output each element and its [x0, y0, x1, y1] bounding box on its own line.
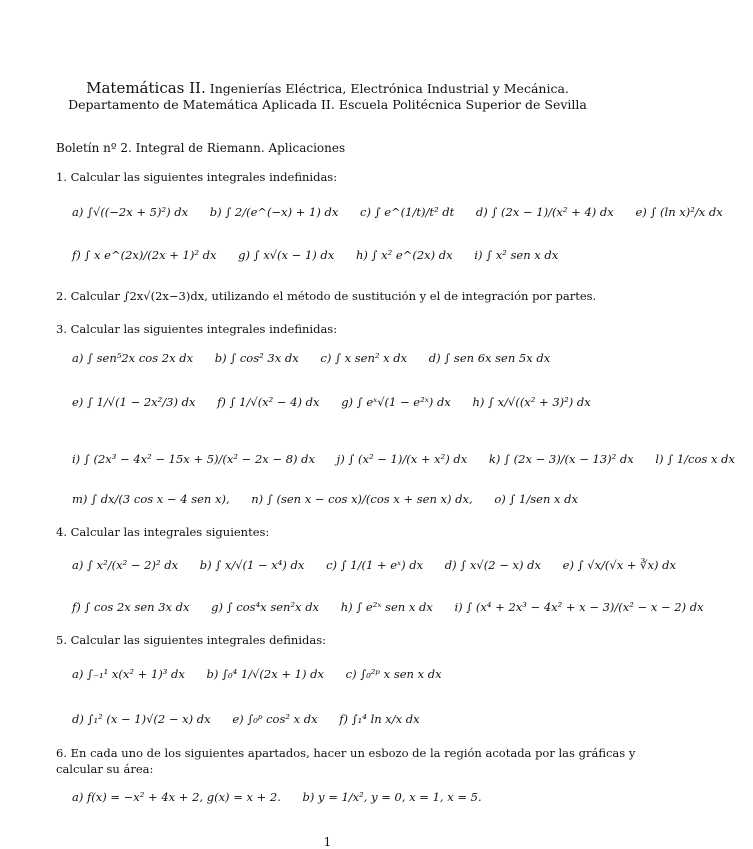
exercise-4f: f) ∫ cos 2x sen 3x dx: [72, 600, 190, 614]
exercise-5b: b) ∫₀⁴ 1/√(2x + 1) dx: [206, 667, 324, 681]
section-1-heading: 1. Calcular las siguientes integrales indefinidas:: [56, 170, 338, 184]
row-4a: [72, 558, 694, 572]
exercise-1h: h) ∫ x² e^(2x) dx: [355, 248, 453, 262]
exercise-3l: l) ∫ 1/cos x dx: [655, 452, 735, 466]
exercise-3b: b) ∫ cos² 3x dx: [214, 351, 299, 365]
row-3a: [72, 351, 568, 365]
exercise-3m: m) ∫ dx/(3 cos x − 4 sen x),: [72, 492, 230, 506]
exercise-1i: i) ∫ x² sen x dx: [474, 248, 559, 262]
exercise-6b: b) y = 1/x², y = 0, x = 1, x = 5.: [302, 790, 482, 804]
exercise-3d: d) ∫ sen 6x sen 5x dx: [428, 351, 551, 365]
header: [0, 80, 655, 113]
exercise-5a: a) ∫₋₁¹ x(x² + 1)³ dx: [72, 667, 185, 681]
row-3b: [72, 395, 609, 409]
exercise-4i: i) ∫ (x⁴ + 2x³ − 4x² + x − 3)/(x² − x − 2) dx: [454, 600, 704, 614]
page-number: 1: [323, 835, 332, 849]
exercise-5f: f) ∫₁⁴ ln x/x dx: [339, 712, 420, 726]
exercise-3i: i) ∫ (2x³ − 4x² − 15x + 5)/(x² − 2x − 8) dx: [72, 452, 315, 466]
exercise-3a: a) ∫ sen⁵2x cos 2x dx: [72, 351, 194, 365]
exercise-4a: a) ∫ x²/(x² − 2)² dx: [72, 558, 179, 572]
row-1b: [72, 248, 576, 262]
exercise-3g: g) ∫ eˣ√(1 − e²ˣ) dx: [341, 395, 451, 409]
exercise-3c: c) ∫ x sen² x dx: [320, 351, 408, 365]
exercise-6a: a) f(x) = −x² + 4x + 2, g(x) = x + 2.: [72, 790, 281, 804]
row-3c: [72, 452, 753, 466]
department: Departamento de Matemática Aplicada II. Escuela Politécnica Superior de Sevilla: [68, 97, 587, 112]
exercise-3j: j) ∫ (x² − 1)/(x + x²) dx: [336, 452, 468, 466]
exercise-4c: c) ∫ 1/(1 + eˣ) dx: [326, 558, 424, 572]
exercise-1e: e) ∫ (ln x)²/x dx: [635, 205, 723, 219]
section-3-heading: 3. Calcular las siguientes integrales indefinidas:: [56, 322, 338, 336]
exercise-3h: h) ∫ x/√((x² + 3)²) dx: [472, 395, 591, 409]
exercise-5e: e) ∫₀ᵖ cos² x dx: [232, 712, 318, 726]
exercise-1a: a) ∫√((−2x + 5)²) dx: [72, 205, 189, 219]
subject: Matemáticas II.: [86, 79, 206, 97]
exercise-3e: e) ∫ 1/√(1 − 2x²/3) dx: [72, 395, 196, 409]
row-6: [72, 790, 500, 804]
exercise-4b: b) ∫ x/√(1 − x⁴) dx: [199, 558, 305, 572]
section-2-heading: 2. Calcular ∫2x√(2x−3)dx, utilizando el método de sustitución y el de integración por partes.: [56, 289, 597, 303]
exercise-5c: c) ∫₀²ᵖ x sen x dx: [345, 667, 442, 681]
row-1a: [72, 205, 741, 219]
section-6-heading-cont: calcular su área:: [56, 762, 154, 776]
exercise-3k: k) ∫ (2x − 3)/(x − 13)² dx: [488, 452, 634, 466]
bulletin-title: Boletín nº 2. Integral de Riemann. Aplicaciones: [56, 141, 346, 155]
programs: Ingenierías Eléctrica, Electrónica Industrial y Mecánica.: [209, 81, 569, 96]
header-line-1: [0, 80, 655, 97]
row-3d: [72, 492, 596, 506]
exercise-1f: f) ∫ x e^(2x)/(2x + 1)² dx: [72, 248, 217, 262]
exercise-4h: h) ∫ e²ˣ sen x dx: [340, 600, 433, 614]
exercise-4g: g) ∫ cos⁴x sen²x dx: [211, 600, 320, 614]
section-5-heading: 5. Calcular las siguientes integrales definidas:: [56, 633, 326, 647]
exercise-3f: f) ∫ 1/√(x² − 4) dx: [217, 395, 320, 409]
exercise-1b: b) ∫ 2/(e^(−x) + 1) dx: [209, 205, 339, 219]
row-5a: [72, 667, 460, 681]
exercise-4e: e) ∫ √x/(√x + ∛x) dx: [562, 558, 676, 572]
row-4b: [72, 600, 722, 614]
exercise-4d: d) ∫ x√(2 − x) dx: [444, 558, 541, 572]
section-6-heading: 6. En cada uno de los siguientes apartados, hacer un esbozo de la región acotada por las gráficas y: [56, 746, 636, 760]
exercise-1d: d) ∫ (2x − 1)/(x² + 4) dx: [475, 205, 614, 219]
row-5b: [72, 712, 438, 726]
exercise-1c: c) ∫ e^(1/t)/t² dt: [360, 205, 455, 219]
section-4-heading: 4. Calcular las integrales siguientes:: [56, 525, 270, 539]
exercise-3o: o) ∫ 1/sen x dx: [494, 492, 578, 506]
exercise-1g: g) ∫ x√(x − 1) dx: [238, 248, 335, 262]
exercise-3n: n) ∫ (sen x − cos x)/(cos x + sen x) dx,: [251, 492, 473, 506]
exercise-5d: d) ∫₁² (x − 1)√(2 − x) dx: [72, 712, 211, 726]
